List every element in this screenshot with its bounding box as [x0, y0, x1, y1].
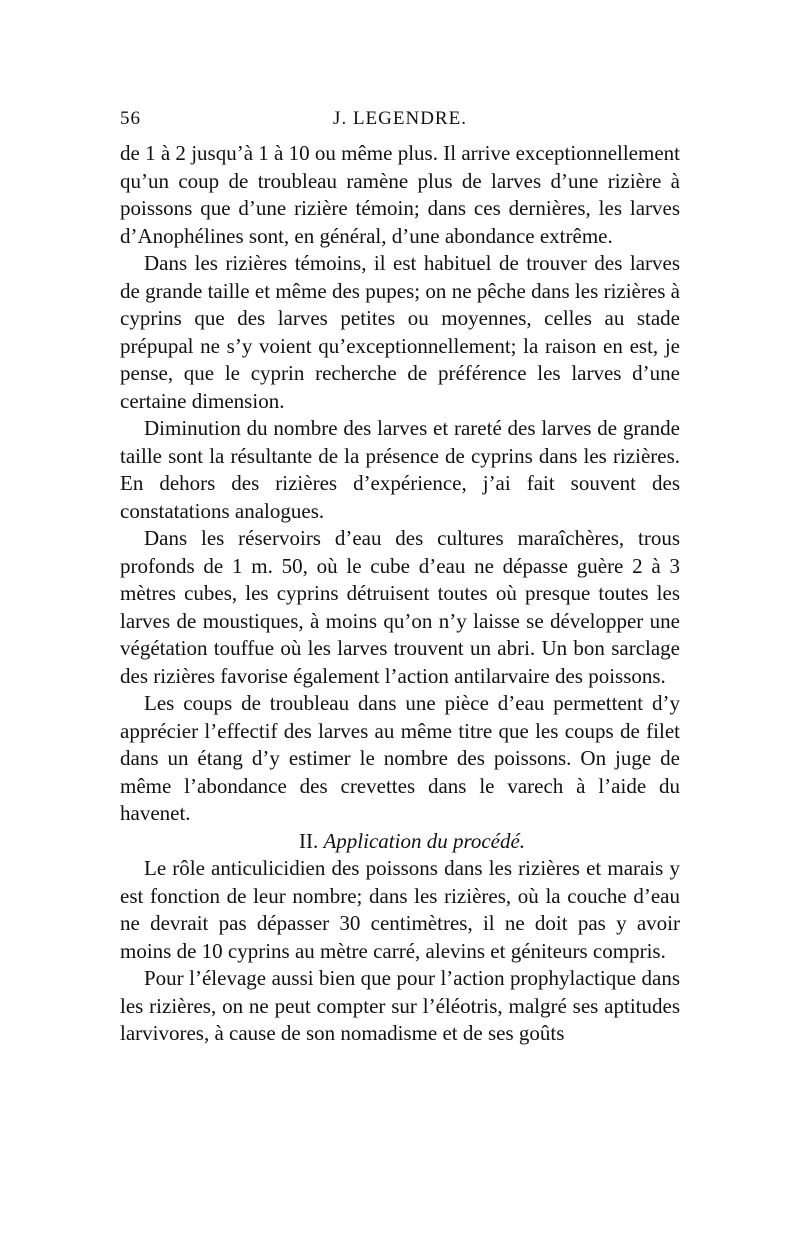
paragraph-7: Pour l’élevage aussi bien que pour l’action prophylactique dans les rizières, on ne peut compter sur l’éléotris, malgré ses aptitudes larvivores, à cause de son nomadisme et de ses goûts: [120, 966, 680, 1045]
body-text: [120, 140, 680, 1048]
paragraph-3: Diminution du nombre des larves et rareté des larves de grande taille sont la résultante de la présence de cyprins dans les rizières. En dehors des rizières d’expérience, j’ai fait souvent des constatations analogues.: [120, 416, 680, 523]
page-number: 56: [120, 108, 141, 129]
running-title: J. LEGENDRE.: [333, 108, 467, 129]
section-heading: [120, 828, 680, 856]
paragraph-1: de 1 à 2 jusqu’à 1 à 10 ou même plus. Il arrive exceptionnellement qu’un coup de troubleau ramène plus de larves d’une rizière à poissons que d’une rizière témoin; dans ces dernières, les larves d’Anophélines sont, en général, d’une abondance extrême.: [120, 141, 680, 248]
section-title: Application du procédé.: [323, 828, 526, 853]
paragraph-6: Le rôle anticulicidien des poissons dans les rizières et marais y est fonction de leur nombre; dans les rizières, où la couche d’eau ne devrait pas dépasser 30 centimètres, il ne doit pas y avoir moins de 10 cyprins au mètre carré, alevins et géniteurs compris.: [120, 856, 680, 963]
paragraph-2: Dans les rizières témoins, il est habituel de trouver des larves de grande taille et même des pupes; on ne pêche dans les rizières à cyprins que des larves petites ou moyennes, celles au stade prépupal ne s’y voient qu’exceptionnellement; la raison en est, je pense, que le cyprin recherche de préférence les larves d’une certaine dimension.: [120, 251, 680, 413]
paragraph-5: Les coups de troubleau dans une pièce d’eau permettent d’y apprécier l’effectif des larves au même titre que les coups de filet dans un étang d’y estimer le nombre des poissons. On juge de même l’abondance des crevettes dans le varech à l’aide du havenet.: [120, 691, 680, 825]
section-number: II.: [298, 828, 319, 853]
paragraph-4: Dans les réservoirs d’eau des cultures maraîchères, trous profonds de 1 m. 50, où le cube d’eau ne dépasse guère 2 à 3 mètres cubes, les cyprins détruisent toutes où presque toutes les larves de moustiques, à moins qu’on n’y laisse se développer une végétation touffue où les larves trouvent un abri. Un bon sarclage des rizières favorise également l’action antilarvaire des poissons.: [120, 526, 680, 688]
